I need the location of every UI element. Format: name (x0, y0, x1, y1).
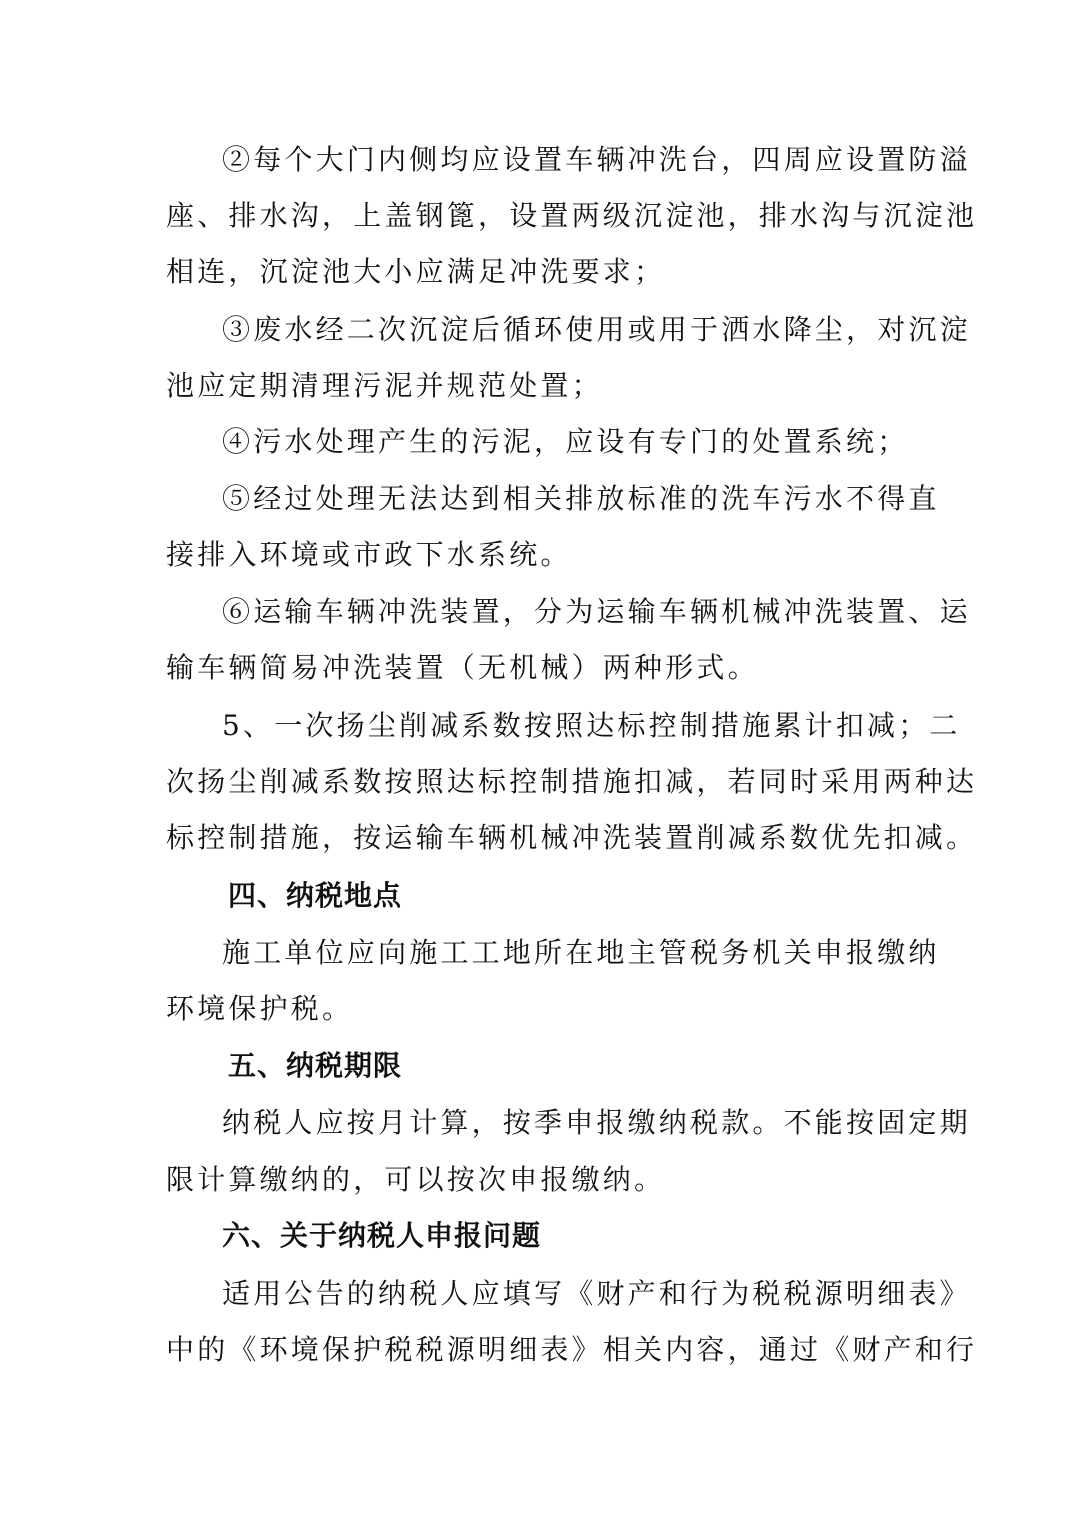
text-line: 施工单位应向施工工地所在地主管税务机关申报缴纳 (222, 936, 940, 969)
text-line: 池应定期清理污泥并规范处置； (166, 369, 603, 402)
text-line: 座、排水沟，上盖钢篦，设置两级沉淀池，排水沟与沉淀池 (166, 199, 978, 232)
text-line: ②每个大门内侧均应设置车辆冲洗台，四周应设置防溢 (222, 143, 971, 176)
text-line: ⑤经过处理无法达到相关排放标准的洗车污水不得直 (222, 482, 940, 515)
text-line: 输车辆简易冲洗装置（无机械）两种形式。 (166, 651, 759, 684)
text-line: 接排入环境或市政下水系统。 (166, 538, 572, 571)
text-line: 中的《环境保护税税源明细表》相关内容，通过《财产和行 (166, 1333, 978, 1366)
text-line: 限计算缴纳的，可以按次申报缴纳。 (166, 1163, 666, 1196)
text-line: ④污水处理产生的污泥，应设有专门的处置系统； (222, 425, 909, 458)
text-line: 次扬尘削减系数按照达标控制措施扣减，若同时采用两种达 (166, 765, 978, 798)
section-heading: 四、纳税地点 (228, 879, 403, 912)
text-line: ③废水经二次沉淀后循环使用或用于洒水降尘，对沉淀 (222, 313, 971, 346)
text-line: 纳税人应按月计算，按季申报缴纳税款。不能按固定期 (222, 1106, 971, 1139)
text-line: ⑥运输车辆冲洗装置，分为运输车辆机械冲洗装置、运 (222, 595, 971, 628)
text-line: 环境保护税。 (166, 992, 354, 1025)
text-line: 5、一次扬尘削减系数按照达标控制措施累计扣减；二 (222, 709, 961, 742)
section-heading: 五、纳税期限 (228, 1049, 403, 1082)
text-line: 标控制措施，按运输车辆机械冲洗装置削减系数优先扣减。 (166, 821, 978, 854)
text-line: 适用公告的纳税人应填写《财产和行为税税源明细表》 (222, 1277, 971, 1310)
text-line: 相连，沉淀池大小应满足冲洗要求； (166, 255, 666, 288)
section-heading: 六、关于纳税人申报问题 (222, 1219, 542, 1252)
